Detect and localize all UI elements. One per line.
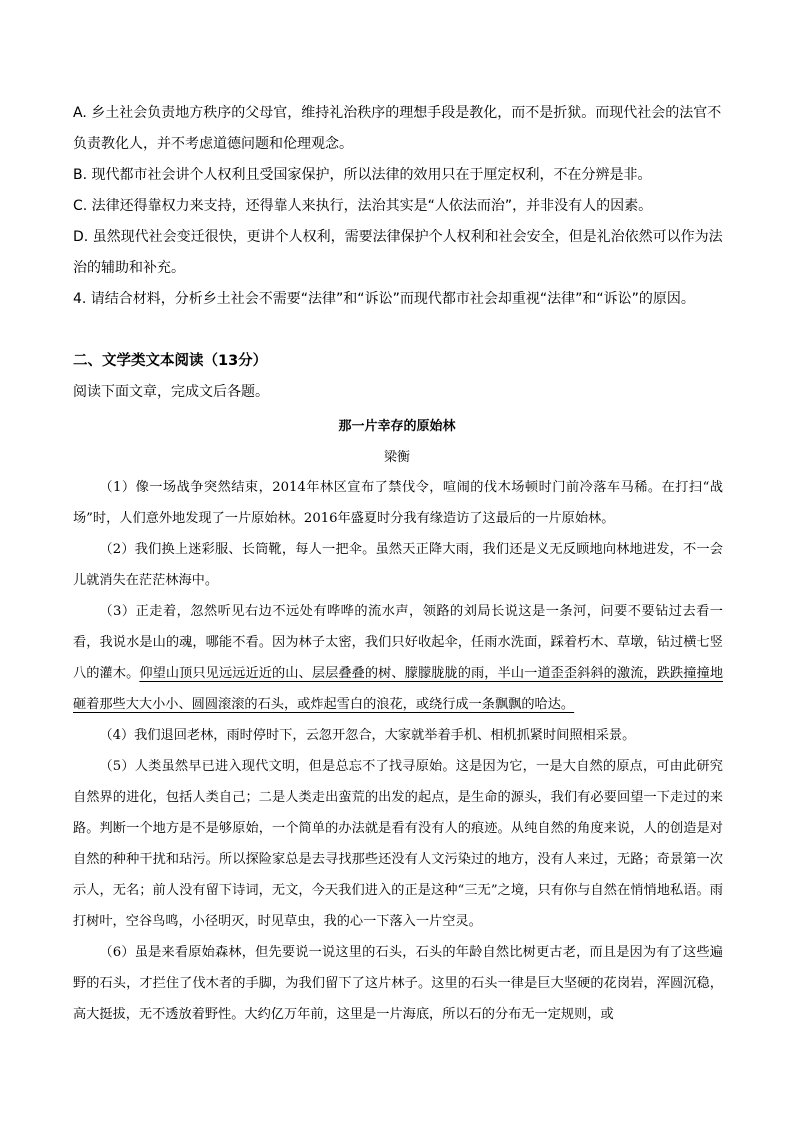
question-4: 4. 请结合材料，分析乡土社会不需要“法律”和“诉讼”而现代都市社会却重视“法律”和“诉讼”的原因。: [73, 291, 695, 307]
paragraph-3-text: （3）正走着，忽然听见右边不远处有哗哗的流水声，领路的刘局长说这是一条河，问要不要钻过去看一看，我说水是山的魂，哪能不看。因为林子太密，我们只好收起伞，任雨水洗面，踩着朽木、草墩，钻过横七竖八的灌木。: [73, 604, 723, 681]
article-paragraph-3: [73, 596, 723, 720]
option-c: C. 法律还得靠权力来支持，还得靠人来执行，法治其实是“人依法而治”，并非没有人的因素。: [73, 198, 653, 214]
section-heading: 二、文学类文本阅读（13分）: [73, 353, 268, 369]
article-paragraph-1: （1）像一场战争突然结束，2014年林区宣布了禁伐令，喧闹的伐木场顿时门前冷落车马稀。在打扫“战场”时，人们意外地发现了一片原始林。2016年盛夏时分我有缘造访了这最后的一片原始林。: [73, 480, 723, 526]
article-paragraph-2: （2）我们换上迷彩服、长筒靴，每人一把伞。虽然天正降大雨，我们还是义无反顾地向林地进发，不一会儿就消失在茫茫林海中。: [73, 542, 723, 588]
option-a: A. 乡土社会负责地方秩序的父母官，维持礼治秩序的理想手段是教化，而不是折狱。而现代社会的法官不负责教化人，并不考虑道德问题和伦理观念。: [73, 105, 722, 152]
section-instruction: 阅读下面文章，完成文后各题。: [73, 384, 269, 400]
article-paragraph-4: （4）我们退回老林，雨时停时下，云忽开忽合，大家就举着手机、相机抓紧时间照相采景。: [99, 728, 636, 743]
article-title: 那一片幸存的原始林: [338, 419, 456, 434]
paragraph-3-underlined-text: 仰望山顶只见远远近近的山、层层叠叠的树、朦朦胧胧的雨，半山一道歪歪斜斜的激流，跌跌撞撞地砸着那些大大小小、圆圆滚滚的石头，或炸起雪白的浪花，或绕行成一条飘飘的哈达。: [73, 666, 724, 712]
article-author: 梁衡: [383, 450, 410, 465]
option-b: B. 现代都市社会讲个人权利且受国家保护，所以法律的效用只在于厘定权利，不在分辨是非。: [73, 167, 652, 183]
article-paragraph-5: （5）人类虽然早已进入现代文明，但是总忘不了找寻原始。这是因为它，一是大自然的原点，可由此研究自然界的进化，包括人类自己；二是人类走出蛮荒的出发的起点，是生命的源头，我们有必要回望一下走过的来路。判断一个地方是不是够原始，一个简单的办法就是看有没有人的痕迹。从纯自然的角度来说，人的创造是对自然的种种干扰和玷污。所以探险家总是去寻找那些还没有人文污染过的地方，没有人来过，无路；奇景第一次示人，无名；前人没有留下诗词，无文，今天我们进入的正是这种“三无”之境，只有你与自然在悄悄地私语。雨打树叶，空谷鸟鸣，小径明灭，时见草虫，我的心一下落入一片空灵。: [73, 759, 723, 929]
article-paragraph-6: （6）虽是来看原始森林，但先要说一说这里的石头，石头的年龄自然比树更古老，而且是因为有了这些遍野的石头，才拦住了伐木者的手脚，为我们留下了这片林子。这里的石头一律是巨大坚硬的花岗岩，浑圆沉稳，高大挺拔，无不透放着野性。大约亿万年前，这里是一片海底，所以石的分布无一定规则，或: [73, 945, 723, 1022]
option-d: D. 虽然现代社会变迁很快，更讲个人权利，需要法律保护个人权利和社会安全，但是礼治依然可以作为法治的辅助和补充。: [73, 229, 723, 276]
